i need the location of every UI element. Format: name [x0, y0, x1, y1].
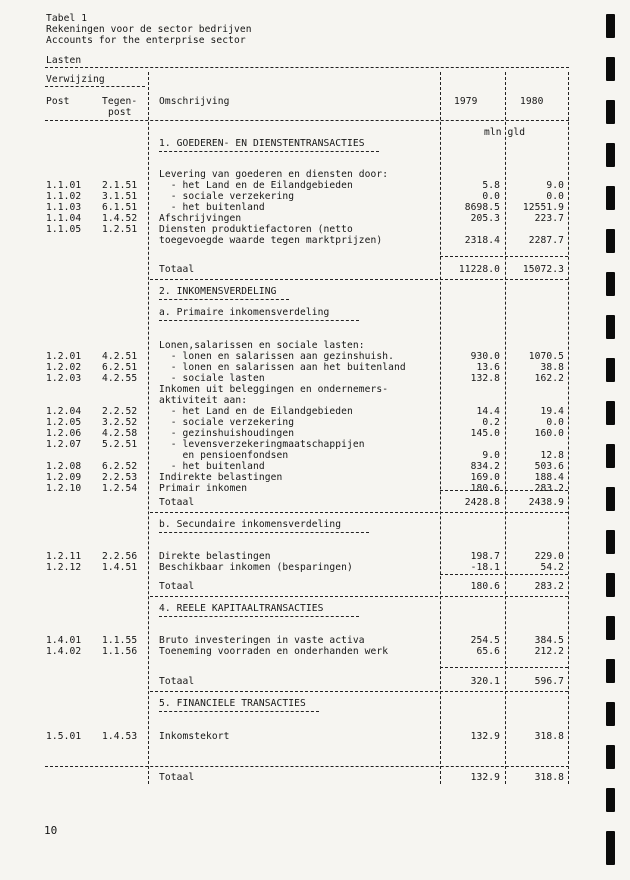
- row-post: 1.2.11: [46, 551, 82, 562]
- value-1979: 180.6: [470, 483, 500, 494]
- total-rule: [440, 574, 568, 575]
- total-1979: 2428.8: [464, 497, 500, 508]
- row-post: 1.5.01: [46, 731, 82, 742]
- row-label: aktiviteit aan:: [159, 395, 248, 406]
- row-counter-post: 6.2.52: [102, 461, 138, 472]
- section-heading: 5. FINANCIELE TRANSACTIES: [159, 698, 306, 709]
- row-counter-post: 4.2.55: [102, 373, 138, 384]
- value-1979: 254.5: [470, 635, 500, 646]
- value-1980: 12551.9: [522, 202, 564, 213]
- section-underline: [159, 151, 379, 152]
- value-1980: 160.0: [534, 428, 564, 439]
- subsection-heading: b. Secundaire inkomensverdeling: [159, 519, 342, 530]
- value-1980: 223.7: [534, 213, 564, 224]
- section-underline: [159, 616, 359, 617]
- row-description: Beschikbaar inkomen (besparingen): [159, 562, 353, 573]
- row-counter-post: 2.2.56: [102, 551, 138, 562]
- row-label: Levering van goederen en diensten door:: [159, 169, 389, 180]
- row-description: Afschrijvingen: [159, 213, 242, 224]
- value-1980: 0.0: [546, 417, 564, 428]
- row-description: toegevoegde waarde tegen marktprijzen): [159, 235, 383, 246]
- binder-hole: [606, 229, 615, 253]
- row-description: - lonen en salarissen aan het buitenland: [159, 362, 406, 373]
- row-counter-post: 1.2.54: [102, 483, 138, 494]
- value-1979: 0.0: [482, 191, 500, 202]
- column-header-post: Post: [46, 96, 70, 107]
- column-header-description: Omschrijving: [159, 96, 230, 107]
- binder-hole: [606, 272, 615, 296]
- binder-hole: [606, 702, 615, 726]
- row-label: Lonen,salarissen en sociale lasten:: [159, 340, 365, 351]
- row-post: 1.2.10: [46, 483, 82, 494]
- value-1979: 5.8: [482, 180, 500, 191]
- section-underline: [159, 711, 319, 712]
- value-1979: 205.3: [470, 213, 500, 224]
- value-1980: 9.0: [546, 180, 564, 191]
- section-rule: [150, 279, 568, 280]
- row-counter-post: 1.1.56: [102, 646, 138, 657]
- row-counter-post: 3.2.52: [102, 417, 138, 428]
- row-description: Toeneming voorraden en onderhanden werk: [159, 646, 389, 657]
- value-1979: 65.6: [476, 646, 500, 657]
- value-1980: 0.0: [546, 191, 564, 202]
- section-heading: 4. REELE KAPITAALTRANSACTIES: [159, 603, 324, 614]
- row-description: Bruto investeringen in vaste activa: [159, 635, 365, 646]
- section-rule: [150, 596, 568, 597]
- section-heading: 1. GOEDEREN- EN DIENSTENTRANSACTIES: [159, 138, 365, 149]
- value-1979: 198.7: [470, 551, 500, 562]
- total-rule: [440, 256, 568, 257]
- table-title-dutch: Rekeningen voor de sector bedrijven: [46, 24, 252, 35]
- row-post: 1.2.05: [46, 417, 82, 428]
- row-post: 1.2.01: [46, 351, 82, 362]
- row-description: - sociale lasten: [159, 373, 265, 384]
- binder-hole: [606, 100, 615, 124]
- column-header-counter-post-line1: Tegen-: [102, 96, 138, 107]
- row-counter-post: 2.2.52: [102, 406, 138, 417]
- subsection-underline: [159, 320, 359, 321]
- value-1979: 930.0: [470, 351, 500, 362]
- binder-hole: [606, 14, 615, 38]
- row-counter-post: 1.2.51: [102, 224, 138, 235]
- row-description: - het buitenland: [159, 202, 265, 213]
- column-header-1979: 1979: [454, 96, 478, 107]
- binder-hole: [606, 143, 615, 167]
- row-post: 1.1.05: [46, 224, 82, 235]
- total-label: Totaal: [159, 497, 195, 508]
- subsection-underline: [159, 532, 369, 533]
- binder-hole: [606, 444, 615, 468]
- total-label: Totaal: [159, 676, 195, 687]
- total-1980: 318.8: [534, 772, 564, 783]
- row-counter-post: 1.4.52: [102, 213, 138, 224]
- column-rule-1980-right: [568, 72, 569, 784]
- row-description: Primair inkomen: [159, 483, 248, 494]
- rule-top: [45, 67, 569, 68]
- section-rule: [150, 691, 568, 692]
- column-header-1980: 1980: [520, 96, 544, 107]
- section-rule: [150, 512, 568, 513]
- row-label: Inkomen uit beleggingen en ondernemers-: [159, 384, 389, 395]
- row-counter-post: 1.1.55: [102, 635, 138, 646]
- value-1980: 12.8: [540, 450, 564, 461]
- row-description: Diensten produktiefactoren (netto: [159, 224, 353, 235]
- row-description: - het Land en de Eilandgebieden: [159, 406, 353, 417]
- value-1979: 132.9: [470, 731, 500, 742]
- value-1980: 1070.5: [528, 351, 564, 362]
- row-post: 1.1.04: [46, 213, 82, 224]
- total-1979: 180.6: [470, 581, 500, 592]
- total-label: Totaal: [159, 772, 195, 783]
- value-1980: 318.8: [534, 731, 564, 742]
- row-counter-post: 6.2.51: [102, 362, 138, 373]
- value-1979: 0.2: [482, 417, 500, 428]
- binder-hole: [606, 57, 615, 81]
- column-header-reference: Verwijzing: [46, 74, 105, 85]
- total-1979: 11228.0: [458, 264, 500, 275]
- row-post: 1.2.04: [46, 406, 82, 417]
- binder-hole: [606, 831, 615, 865]
- row-counter-post: 3.1.51: [102, 191, 138, 202]
- binder-hole: [606, 616, 615, 640]
- value-1979: 8698.5: [464, 202, 500, 213]
- account-side-label: Lasten: [46, 55, 82, 66]
- row-counter-post: 2.1.51: [102, 180, 138, 191]
- row-post: 1.1.03: [46, 202, 82, 213]
- value-1980: 229.0: [534, 551, 564, 562]
- row-description: - sociale verzekering: [159, 417, 295, 428]
- value-1979: 9.0: [482, 450, 500, 461]
- value-1980: 162.2: [534, 373, 564, 384]
- row-post: 1.2.07: [46, 439, 82, 450]
- row-counter-post: 1.4.53: [102, 731, 138, 742]
- column-rule-description: [148, 72, 149, 784]
- binder-hole: [606, 487, 615, 511]
- total-1980: 283.2: [534, 581, 564, 592]
- unit-label: mln gld: [484, 127, 526, 138]
- row-description: - levensverzekeringmaatschappijen: [159, 439, 365, 450]
- value-1979: 13.6: [476, 362, 500, 373]
- section-underline: [159, 299, 289, 300]
- total-1980: 596.7: [534, 676, 564, 687]
- row-description: Indirekte belastingen: [159, 472, 283, 483]
- binder-hole: [606, 530, 615, 554]
- row-post: 1.2.06: [46, 428, 82, 439]
- row-counter-post: 2.2.53: [102, 472, 138, 483]
- column-header-counter-post-line2: post: [108, 107, 132, 118]
- value-1979: 132.8: [470, 373, 500, 384]
- binder-hole: [606, 573, 615, 597]
- binder-hole: [606, 401, 615, 425]
- row-description: - lonen en salarissen aan gezinshuish.: [159, 351, 395, 362]
- row-post: 1.4.01: [46, 635, 82, 646]
- section-heading: 2. INKOMENSVERDELING: [159, 286, 277, 297]
- row-counter-post: 5.2.51: [102, 439, 138, 450]
- binder-hole: [606, 788, 615, 812]
- value-1980: 2287.7: [528, 235, 564, 246]
- binder-hole: [606, 315, 615, 339]
- value-1980: 38.8: [540, 362, 564, 373]
- page-number: 10: [44, 824, 58, 837]
- row-description: - het Land en de Eilandgebieden: [159, 180, 353, 191]
- value-1979: -18.1: [470, 562, 500, 573]
- row-description: Direkte belastingen: [159, 551, 271, 562]
- row-post: 1.1.02: [46, 191, 82, 202]
- row-description: - gezinshuishoudingen: [159, 428, 295, 439]
- row-post: 1.2.12: [46, 562, 82, 573]
- total-rule: [440, 667, 568, 668]
- table-title-english: Accounts for the enterprise sector: [46, 35, 246, 46]
- total-1979: 132.9: [470, 772, 500, 783]
- row-post: 1.1.01: [46, 180, 82, 191]
- total-1980: 15072.3: [522, 264, 564, 275]
- value-1980: 54.2: [540, 562, 564, 573]
- total-1979: 320.1: [470, 676, 500, 687]
- row-counter-post: 6.1.51: [102, 202, 138, 213]
- rule-reference: [45, 86, 145, 87]
- table-number: Tabel 1: [46, 13, 88, 24]
- row-post: 1.2.02: [46, 362, 82, 373]
- row-post: 1.2.08: [46, 461, 82, 472]
- value-1979: 145.0: [470, 428, 500, 439]
- value-1980: 283.2: [534, 483, 564, 494]
- value-1980: 19.4: [540, 406, 564, 417]
- binder-hole: [606, 186, 615, 210]
- row-description: - sociale verzekering: [159, 191, 295, 202]
- rule-header-bottom: [45, 120, 569, 121]
- row-counter-post: 4.2.58: [102, 428, 138, 439]
- rule-bottom: [45, 766, 569, 767]
- row-post: 1.2.03: [46, 373, 82, 384]
- subsection-heading: a. Primaire inkomensverdeling: [159, 307, 330, 318]
- value-1979: 169.0: [470, 472, 500, 483]
- row-counter-post: 1.4.51: [102, 562, 138, 573]
- value-1979: 14.4: [476, 406, 500, 417]
- binder-hole: [606, 358, 615, 382]
- binder-hole: [606, 659, 615, 683]
- binder-hole: [606, 745, 615, 769]
- value-1980: 212.2: [534, 646, 564, 657]
- value-1980: 188.4: [534, 472, 564, 483]
- row-description: - het buitenland: [159, 461, 265, 472]
- row-description: en pensioenfondsen: [159, 450, 289, 461]
- value-1980: 384.5: [534, 635, 564, 646]
- value-1980: 503.6: [534, 461, 564, 472]
- total-label: Totaal: [159, 581, 195, 592]
- row-post: 1.4.02: [46, 646, 82, 657]
- row-post: 1.2.09: [46, 472, 82, 483]
- total-rule: [440, 490, 568, 491]
- row-description: Inkomstekort: [159, 731, 230, 742]
- total-label: Totaal: [159, 264, 195, 275]
- total-1980: 2438.9: [528, 497, 564, 508]
- value-1979: 834.2: [470, 461, 500, 472]
- row-counter-post: 4.2.51: [102, 351, 138, 362]
- value-1979: 2318.4: [464, 235, 500, 246]
